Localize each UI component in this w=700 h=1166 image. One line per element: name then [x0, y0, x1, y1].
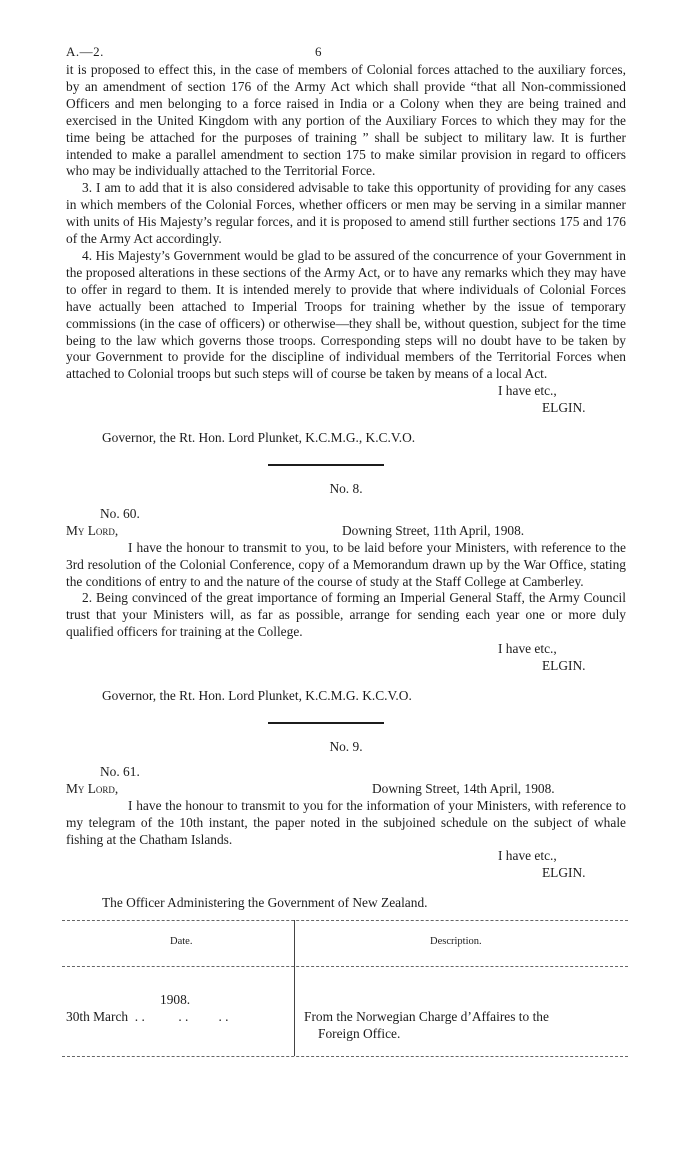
signature: ELGIN. — [542, 658, 586, 674]
document-page — [66, 44, 626, 1084]
paragraph: 4. His Majesty’s Government would be glad to be assured of the concurrence of your Government in the proposed alterations in these sections of the Army Act, or to have any remarks which they may have to offer in regard to them. It is intended merely to provide that where individuals of Colonial Forces have actually been attached to Imperial Troops for training whether by the issue of temporary commissions (in the case of officers) or otherwise—they shall be, without question, subject for the time being to the law which governs those troops. Corresponding steps will no doubt have to be taken by your Government to provide for the discipline of individual members of the Territorial Forces when attached to Colonial troops but such steps will of course be taken by means of a local Act. — [66, 247, 626, 382]
signature: ELGIN. — [542, 865, 586, 881]
schedule-table — [66, 920, 626, 1084]
paragraph: I have the honour to transmit to you, to be laid before your Ministers, with reference to the 3rd resolution of the Colonial Conference, copy of a Memorandum drawn up by the War Office, stating the conditions of entry to and the nature of the course of study at the Staff College at Camberley. — [66, 539, 626, 589]
addressee: Governor, the Rt. Hon. Lord Plunket, K.C.M.G. K.C.V.O. — [102, 688, 412, 703]
document-heading: No. 9. — [329, 738, 363, 754]
table-cell-year: 1908. — [160, 992, 191, 1008]
paragraph: 3. I am to add that it is also considered advisable to take this opportunity of providing for any cases in which members of the Colonial Forces, whether officers or men may be serving in a similar manner with units of His Majesty’s regular forces, and it is proposed to amend still further sections 175 and 176 of the Army Act accordingly. — [66, 180, 626, 247]
document-no-9 — [66, 739, 626, 912]
paragraph: I have the honour to transmit to you for the information of your Ministers, with reference to my telegram of the 10th instant, the paper noted in the subjoined schedule on the subject of whale fishing at the Chatham Islands. — [66, 797, 626, 847]
running-head — [66, 44, 626, 62]
table-cell-description: From the Norwegian Charge d’Affaires to the — [304, 1009, 549, 1025]
salutation: My Lord, — [66, 780, 119, 796]
paragraph: 2. Being convinced of the great importance of forming an Imperial General Staff, the Army Council trust that your Ministers will, as far as possible, arrange for sending each year one or more duly qualified officers for training at the College. — [66, 590, 626, 640]
salutation-row — [66, 523, 626, 540]
salutation: My Lord, — [66, 522, 119, 538]
table-rule — [62, 966, 628, 967]
despatch-number: No. 61. — [100, 763, 140, 779]
closing-line: I have etc., — [498, 848, 557, 864]
table-rule — [62, 920, 628, 921]
salutation-row — [66, 781, 626, 798]
dateline: Downing Street, 11th April, 1908. — [342, 522, 525, 538]
closing-line: I have etc., — [498, 383, 557, 399]
document-heading: No. 8. — [329, 480, 363, 496]
section-divider — [268, 722, 384, 724]
section-divider — [268, 464, 384, 466]
column-header-date: Date. — [170, 936, 193, 948]
despatch-number: No. 60. — [100, 505, 140, 521]
page-number: 6 — [315, 44, 322, 59]
table-cell-date: 30th March . . . . . . — [66, 1009, 229, 1025]
column-header-description: Description. — [430, 936, 482, 948]
addressee: The Officer Administering the Government of New Zealand. — [102, 895, 428, 911]
parliamentary-paper-reference: A.—2. — [66, 44, 104, 59]
column-divider — [294, 920, 295, 1056]
addressee: Governor, the Rt. Hon. Lord Plunket, K.C.M.G., K.C.V.O. — [102, 430, 416, 446]
closing-line: I have etc., — [498, 641, 557, 657]
dateline: Downing Street, 14th April, 1908. — [372, 780, 555, 796]
document-no-8 — [66, 481, 626, 705]
paragraph: it is proposed to effect this, in the case of members of Colonial forces attached to the auxiliary forces, by an amendment of section 176 of the Army Act which shall provide “that all Non-commissioned Officers and men belonging to a force raised in India or a Colony when they are being trained and exercised in the United Kingdom with any portion of the Auxiliary Forces to which they may for the time being be attached for the purposes of training ” shall be subject to military law. It is further intended to make a parallel amendment to section 175 to make similar provision in regard to officers who may be individually attached to the Territorial Force. — [66, 62, 626, 179]
table-rule — [62, 1056, 628, 1057]
table-cell-description-continued: Foreign Office. — [318, 1026, 401, 1042]
despatch-continuation — [66, 62, 626, 447]
signature: ELGIN. — [542, 400, 586, 416]
